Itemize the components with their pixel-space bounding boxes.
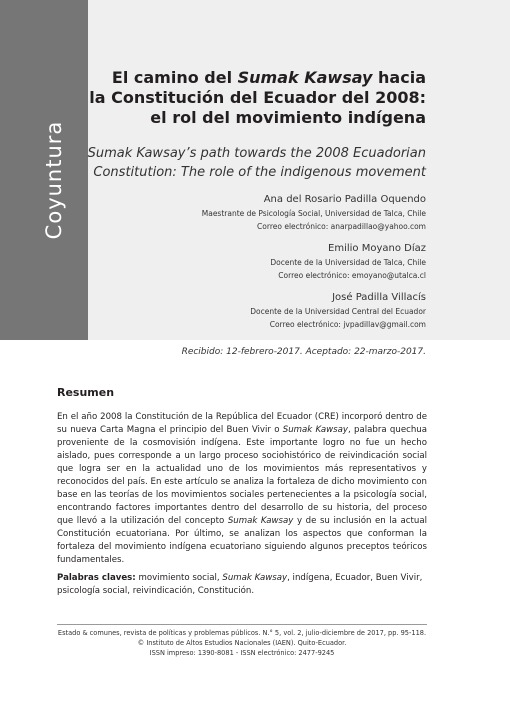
- author-block: [96, 291, 426, 331]
- keywords-text: movimiento social,: [135, 573, 223, 583]
- abstract-text: , palabra quechua proveniente de la cosmovisión indígena. Este importante logro no fue un hecho aislado, pues corresponde a un largo proceso sociohistórico de reivindicación social que logra ser en la actualidad uno de los movimientos más representativos y reconocidos del país. En este artículo se analiza la fortaleza de dicho movimiento con base en las teorías de los movimientos sociales pertenecientes a la psicología social, encontrando factores importantes dentro del desarrollo de su historia, del proceso que llevó a la utilización del concepto: [57, 425, 427, 526]
- author-email[interactable]: Correo electrónico: anarpadillao@yahoo.com: [257, 222, 426, 231]
- article-title: [66, 68, 426, 128]
- footer-line-issn: ISSN impreso: 1390-8081 - ISSN electrónico: 2477-9245: [149, 649, 335, 657]
- journal-footer: [57, 628, 427, 658]
- author-block: [96, 242, 426, 282]
- footer-line-citation: Estado & comunes, revista de políticas y problemas públicos. N.° 5, vol. 2, julio-diciembre de 2017, pp. 95-118.: [57, 629, 427, 637]
- author-email[interactable]: Correo electrónico: emoyano@utalca.cl: [278, 271, 426, 280]
- subtitle-line-1: Sumak Kawsay’s path towards the 2008 Ecuadorian: [87, 146, 426, 161]
- section-label: Coyuntura: [42, 120, 66, 240]
- keywords: [57, 572, 427, 598]
- title-line-1: El camino del Sumak Kawsay hacia: [111, 68, 426, 87]
- keywords-text: , indígena, Ecuador, Buen Vivir, psicología social, reivindicación, Constitución.: [57, 573, 423, 596]
- author-list: [96, 193, 426, 340]
- author-name: José Padilla Villacís: [332, 292, 426, 303]
- subtitle-line-2: Constitution: The role of the indigenous movement: [93, 165, 426, 180]
- footer-divider: [57, 624, 427, 625]
- abstract-text: y de su inclusión en la actual Constitución ecuatoriana. Por último, se analizan los aspectos que conforman la fortaleza del movimiento indígena ecuatoriano siguiendo algunos preceptos teóricos fundamentales.: [57, 516, 428, 565]
- abstract-body: [57, 411, 427, 567]
- author-name: Ana del Rosario Padilla Oquendo: [263, 194, 426, 205]
- author-affiliation: Docente de la Universidad de Talca, Chile: [270, 258, 426, 267]
- abstract-text: En el año 2008 la Constitución de la República del Ecuador (CRE) incorporó dentro de su nueva Carta Magna el principio del Buen Vivir o: [57, 412, 427, 435]
- author-name: Emilio Moyano Díaz: [328, 243, 426, 254]
- title-line-2: la Constitución del Ecuador del 2008:: [89, 88, 426, 107]
- title-line-3: el rol del movimiento indígena: [150, 108, 426, 127]
- keywords-label: Palabras claves:: [57, 573, 136, 583]
- article-subtitle: [66, 144, 426, 182]
- abstract-emphasis: Sumak Kawsay: [282, 425, 348, 435]
- author-affiliation: Docente de la Universidad Central del Ecuador: [250, 307, 426, 316]
- abstract-heading: Resumen: [57, 386, 115, 399]
- title-emphasis: Sumak Kawsay: [237, 68, 373, 87]
- author-block: [96, 193, 426, 233]
- author-email[interactable]: Correo electrónico: jvpadillav@gmail.com: [269, 320, 426, 329]
- footer-line-copyright: © Instituto de Altos Estudios Nacionales (IAEN). Quito-Ecuador.: [137, 639, 347, 647]
- received-accepted-dates: Recibido: 12-febrero-2017. Aceptado: 22-marzo-2017.: [181, 347, 426, 357]
- abstract-emphasis: Sumak Kawsay: [227, 516, 294, 526]
- keywords-emphasis: Sumak Kawsay: [222, 573, 288, 583]
- author-affiliation: Maestrante de Psicología Social, Universidad de Talca, Chile: [201, 209, 426, 218]
